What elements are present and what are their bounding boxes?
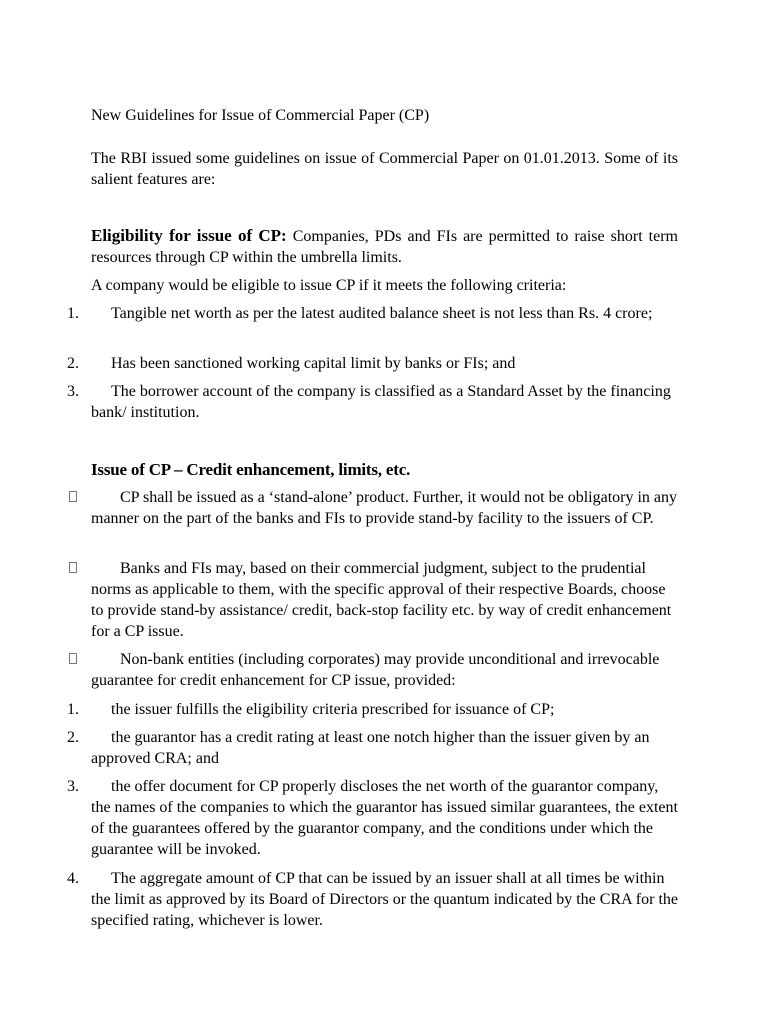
condition-number: 2. (67, 729, 79, 746)
condition-text: the guarantor has a credit rating at least one notch higher than the issuer given by an approved CRA; and (91, 729, 650, 767)
bullet-box-icon (69, 562, 77, 573)
criteria-item (67, 353, 678, 374)
bullet-text: Non-bank entities (including corporates) may provide unconditional and irrevocable guarantee for credit enhancement for CP issue, provided: (91, 651, 660, 689)
bullet-item (91, 558, 678, 642)
condition-text: The aggregate amount of CP that can be issued by an issuer shall at all times be within the limit as approved by its Board of Directors or the quantum indicated by the CRA for the specified rating, whichever is lower. (91, 870, 678, 929)
eligibility-heading: Eligibility for issue of CP: (91, 226, 287, 245)
eligibility-paragraph (91, 225, 678, 268)
condition-item (67, 727, 678, 769)
condition-item (67, 776, 678, 860)
bullet-item (91, 487, 678, 529)
condition-item (67, 699, 678, 720)
criteria-number: 3. (67, 383, 79, 400)
document-title: New Guidelines for Issue of Commercial Paper (CP) (91, 107, 430, 124)
criteria-item (67, 381, 678, 423)
bullet-item (91, 649, 678, 691)
bullet-text: CP shall be issued as a ‘stand-alone’ product. Further, it would not be obligatory in any manner on the part of the banks and FIs to provide stand-by facility to the issuers of CP. (91, 489, 678, 527)
condition-number: 1. (67, 701, 79, 718)
criteria-number: 2. (67, 355, 79, 372)
condition-text: the issuer fulfills the eligibility criteria prescribed for issuance of CP; (111, 701, 555, 718)
condition-number: 4. (67, 870, 79, 887)
condition-item (67, 868, 678, 931)
section-heading: Issue of CP – Credit enhancement, limits, etc. (91, 460, 411, 479)
criteria-text: The borrower account of the company is classified as a Standard Asset by the financing bank/ institution. (91, 383, 671, 421)
condition-number: 3. (67, 778, 79, 795)
bullet-box-icon (69, 653, 77, 664)
eligibility-text: Companies, PDs and FIs are permitted to raise short term resources through CP within the umbrella limits. (91, 228, 678, 266)
bullet-text: Banks and FIs may, based on their commercial judgment, subject to the prudential norms as applicable to them, with the specific approval of their respective Boards, choose to provide stand-by assistance/ credit, back-stop facility etc. by way of credit enhancement for a CP issue. (91, 560, 672, 640)
criteria-number: 1. (67, 305, 79, 322)
criteria-text: Has been sanctioned working capital limit by banks or FIs; and (111, 355, 516, 372)
criteria-intro: A company would be eligible to issue CP if it meets the following criteria: (91, 277, 567, 294)
criteria-item (67, 303, 678, 324)
condition-text: the offer document for CP properly discloses the net worth of the guarantor company, the names of the companies to which the guarantor has issued similar guarantees, the extent of the guarantees offered by the guarantor company, and the conditions under which the guarantee will be invoked. (91, 778, 678, 858)
intro-paragraph: The RBI issued some guidelines on issue of Commercial Paper on 01.01.2013. Some of its salient features are: (91, 150, 678, 188)
criteria-text: Tangible net worth as per the latest audited balance sheet is not less than Rs. 4 crore; (111, 305, 653, 322)
bullet-box-icon (69, 491, 77, 502)
